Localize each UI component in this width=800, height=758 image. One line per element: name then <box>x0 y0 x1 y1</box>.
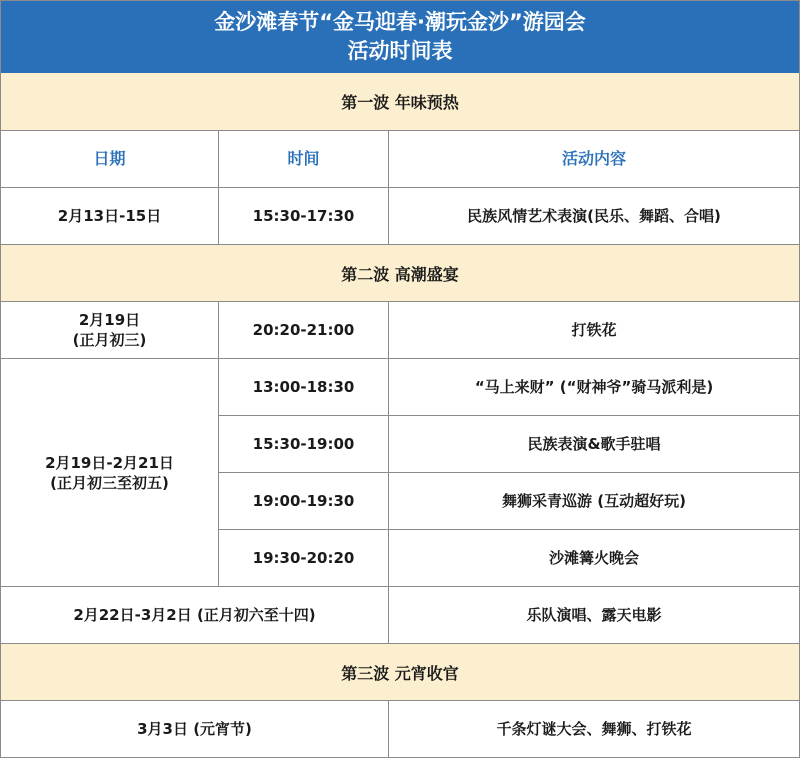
table-title <box>1 1 799 73</box>
wave2-group-content-2: 民族表演&歌手驻唱 <box>389 416 799 473</box>
wave2-group-content-4: 沙滩篝火晚会 <box>389 530 799 587</box>
wave2-row1-date-sub: (正月初三) <box>72 331 147 349</box>
wave-1-label: 第一波 年味预热 <box>341 93 459 112</box>
header-content: 活动内容 <box>389 131 799 188</box>
wave-3-header <box>1 644 799 701</box>
wave3-date: 3月3日 (元宵节) <box>1 701 389 757</box>
wave2-group-date <box>1 359 219 587</box>
wave2-group-date-sub: (正月初三至初五) <box>50 473 169 492</box>
wave2-group-content-3: 舞狮采青巡游 (互动超好玩) <box>389 473 799 530</box>
wave2-group-time-4: 19:30-20:20 <box>219 530 389 587</box>
wave3-content: 千条灯谜大会、舞狮、打铁花 <box>496 720 692 738</box>
wave2-group-time-3: 19:00-19:30 <box>219 473 389 530</box>
title-line-2: 活动时间表 <box>347 39 453 63</box>
wave-3-label: 第三波 元宵收官 <box>341 663 459 683</box>
wave2-row1-content: 打铁花 <box>389 302 799 359</box>
wave-2-label: 第二波 高潮盛宴 <box>341 264 459 284</box>
wave2-group-date-main: 2月19日-2月21日 <box>45 453 174 472</box>
wave2-last-content: 乐队演唱、露天电影 <box>389 587 799 644</box>
wave1-content: 民族风情艺术表演(民乐、舞蹈、合唱) <box>389 188 799 245</box>
header-date: 日期 <box>1 131 219 188</box>
wave2-row1-time: 20:20-21:00 <box>219 302 389 359</box>
wave1-time: 15:30-17:30 <box>219 188 389 245</box>
header-time: 时间 <box>219 131 389 188</box>
wave2-group-time-1: 13:00-18:30 <box>219 359 389 416</box>
wave2-last-datetime: 2月22日-3月2日 (正月初六至十四) <box>1 587 389 644</box>
wave2-group-content-1: “马上来财” (“财神爷”骑马派利是) <box>389 359 799 416</box>
wave-2-header <box>1 245 799 302</box>
wave2-row1-date <box>1 302 219 359</box>
wave1-date: 2月13日-15日 <box>1 188 219 245</box>
wave-1-header <box>1 73 799 131</box>
wave2-row1-date-main: 2月19日 <box>78 311 141 329</box>
title-line-1: 金沙滩春节“金马迎春·潮玩金沙”游园会 <box>214 10 586 34</box>
wave2-group-time-2: 15:30-19:00 <box>219 416 389 473</box>
